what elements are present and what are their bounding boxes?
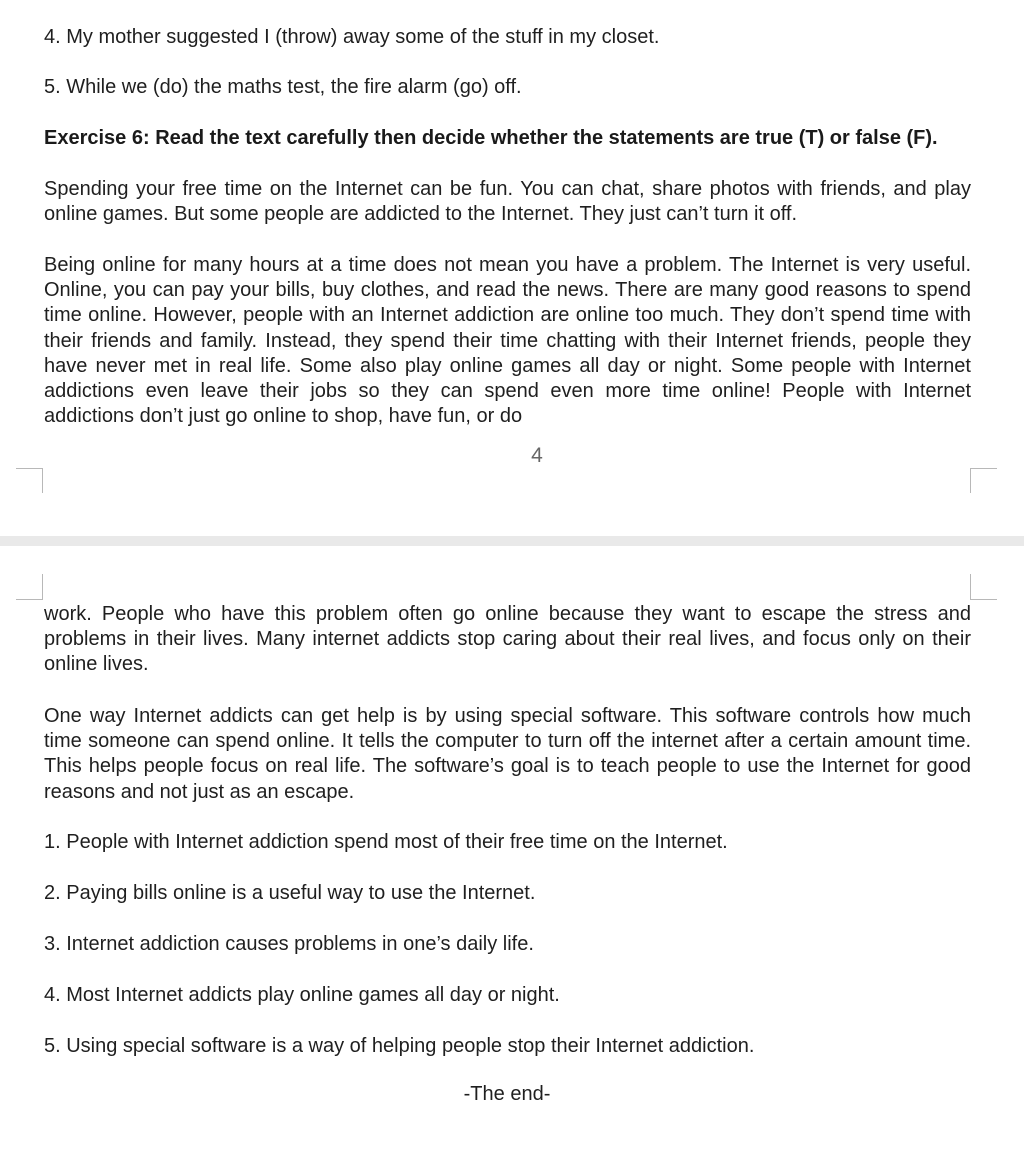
crop-mark-bottom-right — [970, 468, 997, 493]
statement-3: 3. Internet addiction causes problems in one’s daily life. — [44, 933, 534, 955]
exercise-6-heading: Exercise 6: Read the text carefully then decide whether the statements are true (T) or false (F). — [44, 127, 938, 149]
crop-mark-bottom-left — [16, 468, 43, 493]
crop-mark-top-right — [970, 574, 997, 600]
the-end-label: -The end- — [463, 1083, 551, 1105]
statement-4: 4. Most Internet addicts play online games all day or night. — [44, 984, 560, 1006]
exercise-item-4: 4. My mother suggested I (throw) away some of the stuff in my closet. — [44, 26, 660, 48]
page-number: 4 — [531, 444, 543, 467]
crop-mark-top-left — [16, 574, 43, 600]
reading-paragraph-2: Being online for many hours at a time does not mean you have a problem. The Internet is very useful. Online, you can pay your bills, buy clothes, and read the news. There are many good reasons to spend time online. However, people with an Internet addiction are online too much. They don’t spend time with their friends and family. Instead, they spend their time chatting with their Internet friends, people they have never met in real life. Some also play online games all day or night. Some people with Internet addictions even leave their jobs so they can spend even more time online! People with Internet addictions don’t just go online to shop, have fun, or do — [44, 254, 971, 428]
statement-1: 1. People with Internet addiction spend most of their free time on the Internet. — [44, 831, 728, 853]
exercise-item-5: 5. While we (do) the maths test, the fire alarm (go) off. — [44, 76, 522, 98]
reading-paragraph-1: Spending your free time on the Internet can be fun. You can chat, share photos with friends, and play online games. But some people are addicted to the Internet. They just can’t turn it off. — [44, 178, 971, 226]
statement-2: 2. Paying bills online is a useful way to use the Internet. — [44, 882, 536, 904]
page-break — [0, 536, 1024, 546]
reading-paragraph-continued: work. People who have this problem often go online because they want to escape the stress and problems in their lives. Many internet addicts stop caring about their real lives, and focus only on their online lives. — [44, 603, 971, 676]
reading-paragraph-3: One way Internet addicts can get help is by using special software. This software controls how much time someone can spend online. It tells the computer to turn off the internet after a certain amount time. This helps people focus on real life. The software’s goal is to teach people to use the Internet for good reasons and not just as an escape. — [44, 705, 971, 803]
statement-5: 5. Using special software is a way of helping people stop their Internet addiction. — [44, 1035, 755, 1057]
